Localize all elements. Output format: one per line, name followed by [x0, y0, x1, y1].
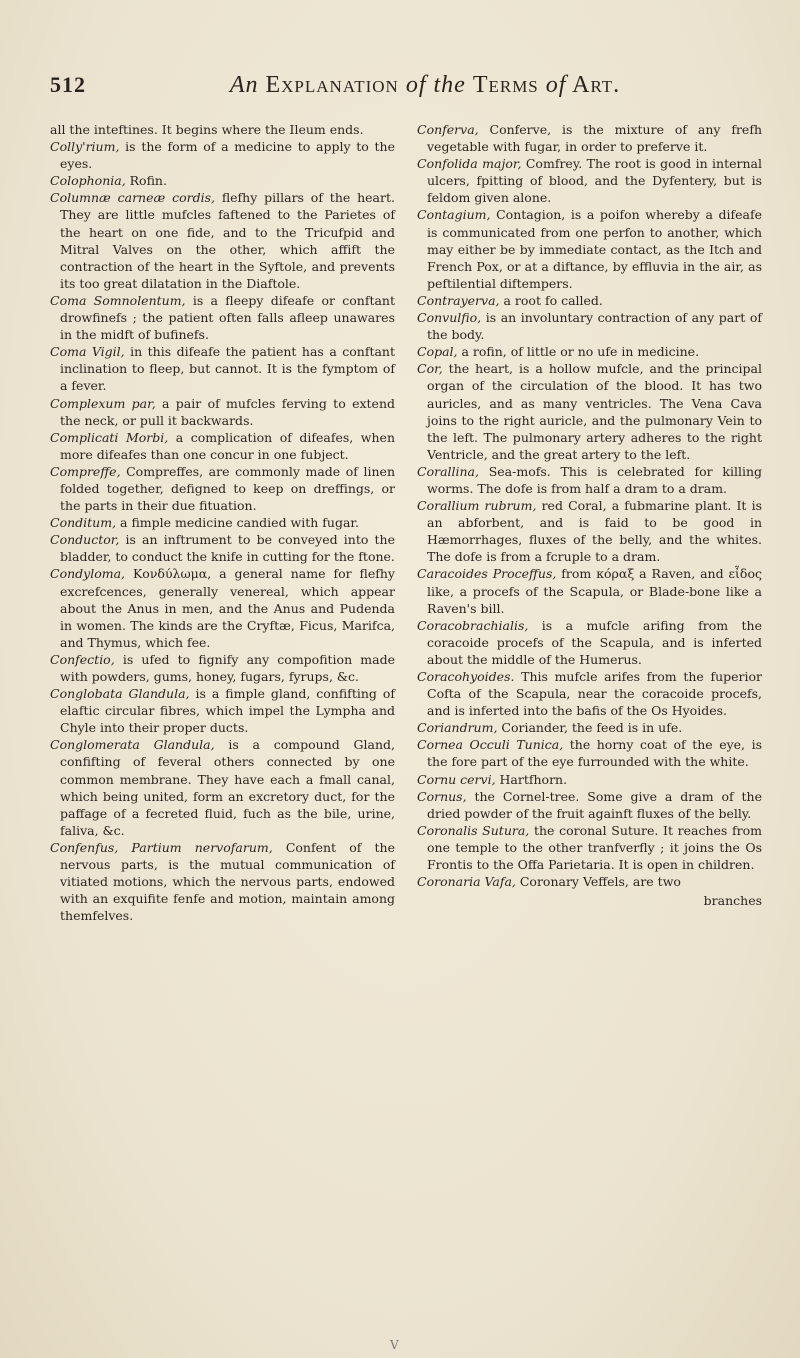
dictionary-entry	[417, 206, 762, 291]
entry-definition: is a fimple gland, confifting of elaftic circular fibres, which impel the Lympha and Chyle into their proper ducts.	[60, 686, 396, 736]
entry-definition: is an involuntary contraction of any part of the body.	[427, 310, 762, 343]
entry-term: Contagium,	[417, 207, 491, 223]
dictionary-entry	[417, 497, 762, 565]
entry-term: Coronaria Vafa,	[417, 874, 516, 890]
dictionary-entry	[50, 531, 395, 565]
dictionary-entry	[417, 565, 762, 616]
page-number: 512	[50, 72, 86, 97]
entry-term: Cornus,	[417, 788, 467, 804]
entry-term: Conferva,	[417, 122, 479, 137]
running-title-terms: Terms	[472, 72, 546, 98]
running-header	[50, 72, 764, 99]
entry-definition: from κόραξ a Raven, and εἶδος like, a procefs of the Scapula, or Blade-bone like a Raven's bill.	[427, 566, 762, 616]
entry-definition: is the form of a medicine to apply to the eyes.	[60, 139, 395, 172]
dictionary-entry	[50, 172, 395, 189]
entry-term: Coma Vigil,	[50, 344, 125, 360]
running-title-explanation: Explanation	[258, 72, 406, 98]
dictionary-entry	[50, 736, 395, 839]
entry-term: Columnæ carneæ cordis,	[50, 190, 215, 206]
entry-definition: Sea-mofs. This is celebrated for killing worms. The dofe is from half a dram to a dram.	[427, 463, 762, 496]
entry-term: Confolida major,	[417, 156, 522, 172]
entry-definition: Confent of the nervous parts, is the mutual communication of vitiated motions, which the nervous parts, endowed with an exquifite fenfe and motion, maintain among themfelves.	[60, 839, 395, 924]
entry-term: Complexum par,	[50, 395, 156, 411]
dictionary-entry	[50, 565, 395, 650]
dictionary-entry	[417, 309, 762, 343]
right-column	[417, 121, 762, 890]
entry-term: Cornea Occuli Tunica,	[417, 737, 564, 753]
running-title-an: An	[229, 72, 259, 98]
entry-term: Complicati Morbi,	[50, 429, 169, 445]
entry-term: Caracoides Proceffus,	[417, 566, 557, 582]
entry-term: Convulfio,	[417, 310, 482, 326]
entry-definition: Rofin.	[125, 173, 167, 189]
dictionary-entry	[417, 822, 762, 873]
running-title	[86, 72, 764, 99]
entry-definition: red Coral, a fubmarine plant. It is an abforbent, and is faid to be good in Hæmorrhages, fluxes of the belly, and the whites. The dofe is from a fcruple to a dram.	[427, 498, 762, 565]
dictionary-entry	[417, 719, 762, 736]
entry-definition: Conferve, is the mixture of any frefh vegetable with fugar, in order to preferve it.	[427, 122, 762, 155]
entry-definition: Coriander, the feed is in ufe.	[497, 720, 683, 736]
entry-term: Condyloma,	[50, 566, 126, 582]
entry-term: Confectio,	[50, 651, 115, 667]
running-title-of: of	[405, 72, 427, 98]
dictionary-entry	[417, 736, 762, 770]
entry-term: Conglomerata Glandula,	[50, 737, 215, 753]
entry-definition: is a fleepy difeafe or conftant drowfinefs ; the patient often falls afleep unawares in the midft of bufinefs.	[60, 292, 396, 343]
entry-term: Coriandrum,	[417, 720, 498, 736]
entry-term: Confenfus, Partium nervofarum,	[50, 839, 273, 855]
two-column-body	[50, 121, 764, 924]
entry-definition: in this difeafe the patient has a conftant inclination to fleep, but cannot. It is the fymptom of a fever.	[60, 344, 395, 394]
entry-term: Coracohyoides.	[417, 669, 515, 684]
entry-definition: Hartfhorn.	[495, 771, 568, 787]
entry-term: Coracobrachialis,	[417, 617, 529, 633]
right-column-wrap	[417, 121, 762, 924]
entry-definition: Κονδύλωμα, a general name for flefhy excrefcences, generally venereal, which appear about the Anus in men, and the Anus and Pudenda in women. The kinds are the Cryftæ, Ficus, Marifca, and Thymus, which fee.	[60, 566, 395, 650]
entry-definition: is a mufcle arifing from the coracoide procefs of the Scapula, and is inferted about the middle of the Humerus.	[427, 617, 762, 667]
dictionary-entry	[50, 121, 395, 138]
entry-term: Cor,	[417, 361, 443, 377]
entry-term: Coma Somnolentum,	[50, 292, 186, 308]
dictionary-entry	[50, 343, 395, 394]
dictionary-entry	[417, 121, 762, 155]
dictionary-entry	[50, 292, 395, 343]
dictionary-entry	[417, 668, 762, 719]
entry-definition: a rofin, of little or no ufe in medicine.	[457, 344, 700, 360]
entry-definition: the coronal Suture. It reaches from one temple to the other tranfverfly ; it joins the Os Frontis to the Offa Parietaria. It is open in children.	[427, 822, 762, 873]
entry-term: Conglobata Glandula,	[50, 686, 190, 702]
entry-definition: Comfrey. The root is good in internal ulcers, fpitting of blood, and the Dyfentery, but is feldom given alone.	[427, 156, 762, 206]
running-title-of-2: of	[545, 72, 567, 98]
dictionary-entry	[50, 685, 395, 736]
entry-definition: Contagion, is a poifon whereby a difeafe is communicated from one perfon to another, which may either be by immediate contact, as the Itch and French Pox, or at a diftance, by effluvia in the air, as peftilential diftempers.	[427, 207, 762, 291]
dictionary-entry	[417, 343, 762, 360]
catchword: branches	[703, 893, 762, 909]
dictionary-entry	[50, 189, 395, 292]
dictionary-entry	[50, 651, 395, 685]
running-title-art: Art.	[566, 72, 621, 98]
entry-term: Compreffe,	[50, 463, 121, 479]
entry-definition: a complication of difeafes, when more difeafes than one concur in one fubject.	[60, 429, 395, 462]
entry-definition: the heart, is a hollow mufcle, and the principal organ of the circulation of the blood. It has two auricles, and as many ventricles. The Vena Cava joins to the right auricle, and the pulmonary Vein to the left. The pulmonary artery adheres to the right Ventricle, and the great artery to the left.	[427, 361, 762, 462]
entry-definition: a pair of mufcles ferving to extend the neck, or pull it backwards.	[60, 395, 395, 428]
signature-mark: V	[390, 1338, 399, 1352]
dictionary-entry	[417, 155, 762, 206]
entry-definition: all the inteftines. It begins where the Ileum ends.	[50, 122, 364, 137]
dictionary-entry	[50, 514, 395, 531]
left-column	[50, 121, 395, 924]
dictionary-entry	[417, 360, 762, 463]
entry-definition: is an inftrument to be conveyed into the bladder, to conduct the knife in cutting for the ftone.	[60, 532, 395, 565]
entry-definition: the horny coat of the eye, is the fore part of the eye furrounded with the white.	[427, 737, 762, 770]
entry-definition: is a compound Gland, confifting of feveral others connected by one common membrane. They have each a fmall canal, which being united, form an excretory duct, for the paffage of a fecreted fluid, fuch as the bile, urine, faliva, &c.	[60, 737, 395, 838]
entry-definition: is ufed to fignify any compofition made with powders, gums, honey, fugars, fyrups, &c.	[60, 651, 395, 684]
dictionary-entry	[50, 839, 395, 924]
entry-term: Copal,	[417, 344, 458, 360]
entry-definition: Coronary Veffels, are two	[515, 874, 681, 890]
entry-term: Cornu cervi,	[417, 771, 496, 787]
entry-term: Coronalis Sutura,	[417, 822, 530, 838]
dictionary-entry	[417, 292, 762, 309]
entry-term: Colly'rium,	[50, 139, 120, 155]
entry-term: Corallina,	[417, 463, 479, 479]
dictionary-entry	[417, 617, 762, 668]
entry-definition: a root fo called.	[499, 292, 603, 308]
dictionary-entry	[50, 463, 395, 514]
entry-term: Conductor,	[50, 532, 120, 548]
entry-term: Conditum,	[50, 515, 117, 531]
dictionary-entry	[50, 429, 395, 463]
entry-term: Contrayerva,	[417, 292, 500, 308]
dictionary-entry	[50, 395, 395, 429]
entry-term: Corallium rubrum,	[417, 498, 537, 514]
dictionary-entry	[417, 463, 762, 497]
entry-definition: a fimple medicine candied with fugar.	[116, 515, 360, 531]
entry-definition: flefhy pillars of the heart. They are little mufcles faftened to the Parietes of the heart on one fide, and to the Tricufpid and Mitral Valves on the other, which affift the contraction of the heart in the Syftole, and prevents its too great dilatation in the Diaftole.	[60, 190, 395, 291]
dictionary-entry	[417, 788, 762, 822]
entry-definition: Compreffes, are commonly made of linen folded together, defigned to keep on dreffings, or the parts in their due fituation.	[60, 463, 395, 514]
entry-definition: This mufcle arifes from the fuperior Cofta of the Scapula, near the coracoide procefs, and is inferted into the bafis of the Os Hyoides.	[427, 669, 762, 719]
dictionary-entry	[50, 138, 395, 172]
running-title-the: the	[426, 72, 473, 98]
dictionary-entry	[417, 873, 762, 890]
dictionary-entry	[417, 771, 762, 788]
entry-term: Colophonia,	[50, 173, 126, 189]
entry-definition: the Cornel-tree. Some give a dram of the dried powder of the fruit againft fluxes of the belly.	[427, 788, 762, 821]
